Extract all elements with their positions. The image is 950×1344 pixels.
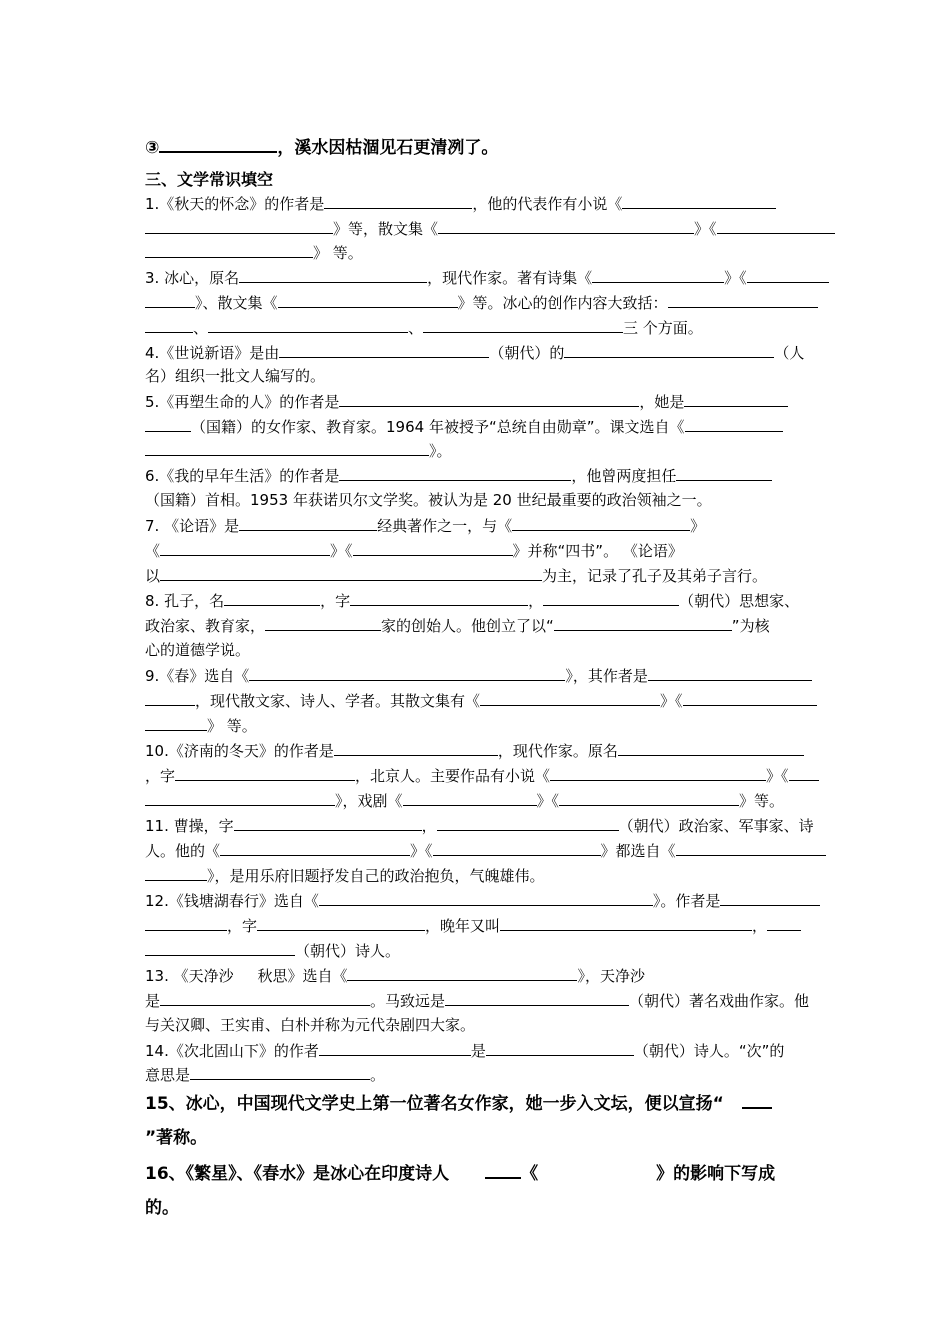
text: 。 (370, 1066, 386, 1084)
blank[interactable] (676, 840, 826, 856)
blank[interactable] (717, 218, 835, 234)
blank[interactable] (622, 193, 776, 209)
text: 16、《繁星》、《春水》是冰心在印度诗人 (145, 1164, 450, 1184)
text: ，字 (320, 592, 351, 610)
text: 》，其作者是 (565, 667, 648, 685)
blank[interactable] (742, 1092, 772, 1109)
text: 》的影响下写成 (656, 1164, 776, 1184)
q9-line-2 (145, 690, 817, 711)
text: 《 (145, 542, 161, 560)
blank[interactable] (485, 1162, 521, 1179)
blank[interactable] (747, 267, 829, 283)
q5-line-1 (145, 391, 788, 412)
blank[interactable] (265, 615, 381, 631)
text: 》 (690, 517, 706, 535)
blank[interactable] (403, 790, 537, 806)
q3-line-1 (145, 267, 829, 288)
blank[interactable] (684, 391, 788, 407)
q3-line-3 (145, 317, 703, 338)
blank[interactable] (145, 915, 227, 931)
q15-line-2: ”著称。 (145, 1128, 208, 1148)
q1-line-1 (145, 193, 776, 214)
blank[interactable] (208, 317, 408, 333)
text: 》《 (766, 767, 789, 785)
blank[interactable] (160, 990, 370, 1006)
blank[interactable] (550, 765, 766, 781)
line-1-text: ，溪水因枯涸见石更清冽了。 (277, 138, 499, 158)
blank[interactable] (160, 540, 330, 556)
q8-line-3: 心的道德学说。 (145, 641, 251, 659)
text: ，她是 (639, 393, 685, 411)
text: ， (528, 592, 544, 610)
text: 、 (408, 319, 424, 337)
text: 三 个方面。 (623, 319, 703, 337)
blank[interactable] (190, 1064, 370, 1080)
q11-line-1 (145, 815, 814, 836)
blank[interactable] (767, 915, 801, 931)
q9-line-1 (145, 665, 812, 686)
blank[interactable] (423, 317, 623, 333)
text: 》《 (330, 542, 353, 560)
q13-line-1 (145, 965, 645, 986)
section-heading: 三、文学常识填空 (145, 170, 274, 189)
blank[interactable] (145, 790, 335, 806)
text: （朝代）思想家、 (679, 592, 800, 610)
blank[interactable] (145, 440, 429, 456)
q7-line-2 (145, 540, 683, 561)
q5-line-3 (145, 440, 452, 461)
text: 意思是 (145, 1066, 191, 1084)
q12-line-1 (145, 890, 820, 911)
blank[interactable] (437, 815, 619, 831)
text: 9.《春》选自《 (145, 667, 250, 685)
text: 》并称“四书”。 《论语》 (512, 542, 683, 560)
q14-line-1 (145, 1040, 784, 1061)
text: 12.《钱塘湖春行》选自《 (145, 892, 319, 910)
text: ”为核 (731, 617, 770, 635)
text: ，现代散文家、诗人、学者。其散文集有《 (195, 692, 481, 710)
blank[interactable] (564, 342, 774, 358)
blank[interactable] (554, 615, 732, 631)
q12-line-2 (145, 915, 801, 936)
text: 政治家、教育家， (145, 617, 266, 635)
q11-line-2 (145, 840, 826, 861)
blank[interactable] (145, 690, 195, 706)
text: 家的创始人。他创立了以“ (381, 617, 554, 635)
blank[interactable] (676, 465, 772, 481)
q4-line-1 (145, 342, 804, 363)
q10-line-2 (145, 765, 819, 786)
text: 》等。冰心的创作内容大致括： (457, 294, 668, 312)
text: 7. 《论语》是 (145, 517, 240, 535)
blank[interactable] (486, 1040, 634, 1056)
blank[interactable] (234, 815, 422, 831)
text: ， (421, 817, 437, 835)
text: 》《 (410, 842, 433, 860)
text: 10.《济南的冬天》的作者是 (145, 742, 334, 760)
blank[interactable] (145, 292, 195, 308)
q13-line-3: 与关汉卿、王实甫、白朴并称为元代杂剧四大家。 (145, 1016, 476, 1034)
q10-line-1 (145, 740, 804, 761)
q16-line-1 (145, 1162, 775, 1184)
blank[interactable] (319, 1040, 471, 1056)
blank[interactable] (145, 317, 193, 333)
q11-line-3 (145, 865, 545, 886)
blank[interactable] (648, 665, 812, 681)
text: 》，是用乐府旧题抒发自己的政治抱负，气魄雄伟。 (207, 867, 545, 885)
text: 13. 《天净沙 秋思》选自《 (145, 967, 348, 985)
text: 为主，记录了孔子及其弟子言行。 (542, 567, 768, 585)
text: 经典著作之一，与《 (377, 517, 513, 535)
q6-line-1 (145, 465, 772, 486)
text: 5.《再塑生命的人》的作者是 (145, 393, 340, 411)
blank[interactable] (145, 416, 191, 432)
text: （人 (774, 344, 805, 362)
text: 15、冰心，中国现代文学史上第一位著名女作家，她一步入文坛，便以宣扬“ (145, 1094, 724, 1114)
text: ，字 (227, 917, 258, 935)
text: 》、散文集《 (195, 294, 278, 312)
blank[interactable] (353, 540, 513, 556)
blank[interactable] (500, 915, 752, 931)
blank[interactable] (592, 267, 724, 283)
blank[interactable] (543, 590, 679, 606)
text: 》都选自《 (600, 842, 676, 860)
blank[interactable] (279, 342, 489, 358)
blank[interactable] (334, 740, 498, 756)
text: 》等，散文集《 (333, 220, 439, 238)
blank[interactable] (683, 690, 817, 706)
blank[interactable] (145, 715, 207, 731)
text: 》《 (536, 792, 560, 810)
blank[interactable] (239, 515, 377, 531)
text: ，晚年又叫 (425, 917, 501, 935)
blank[interactable] (145, 865, 207, 881)
blank[interactable] (512, 515, 690, 531)
q7-line-1 (145, 515, 705, 536)
text: 》《 (724, 269, 747, 287)
q13-line-2 (145, 990, 809, 1011)
text: 、 (193, 319, 209, 337)
blank[interactable] (319, 890, 653, 906)
text: 》，戏剧《 (335, 792, 403, 810)
text: ，字 (145, 767, 176, 785)
blank[interactable] (347, 965, 577, 981)
text: 14.《次北固山下》的作者 (145, 1042, 319, 1060)
blank[interactable] (220, 840, 410, 856)
blank[interactable] (278, 292, 458, 308)
text: ， (752, 917, 768, 935)
text: （朝代）诗人。 (295, 942, 401, 960)
blank[interactable] (145, 242, 313, 258)
text: 人。他的《 (145, 842, 221, 860)
text: 以 (145, 567, 161, 585)
text: 》，天净沙 (577, 967, 645, 985)
circled-number-3: ③ (145, 138, 160, 158)
blank[interactable] (438, 218, 694, 234)
q4-line-2: 名）组织一批文人编写的。 (145, 367, 326, 385)
blank[interactable] (685, 416, 783, 432)
q7-line-3 (145, 565, 767, 586)
blank[interactable] (789, 765, 819, 781)
text: 6.《我的早年生活》的作者是 (145, 467, 340, 485)
blank[interactable] (339, 391, 639, 407)
q16-line-2: 的。 (145, 1198, 179, 1218)
text: ，他的代表作有小说《 (472, 195, 623, 213)
blank[interactable] (160, 565, 542, 581)
blank[interactable] (559, 790, 739, 806)
blank[interactable] (445, 990, 629, 1006)
text: （朝代）诗人。“次”的 (633, 1042, 785, 1060)
blank[interactable] (350, 590, 528, 606)
text: ，现代作家。原名 (497, 742, 618, 760)
text: 》 等。 (313, 244, 363, 262)
text: 《 (521, 1164, 539, 1184)
blank[interactable] (145, 940, 295, 956)
text: 是 (145, 992, 161, 1010)
text: （国籍）的女作家、教育家。1964 年被授予“总统自由勋章”。课文选自《 (191, 418, 685, 436)
text: 》《 (694, 220, 717, 238)
text: 。马致远是 (370, 992, 446, 1010)
blank[interactable] (159, 136, 277, 153)
q9-line-3 (145, 715, 257, 736)
text: 》。作者是 (652, 892, 721, 910)
text: 11. 曹操，字 (145, 817, 234, 835)
text: （朝代）政治家、军事家、诗 (618, 817, 814, 835)
blank[interactable] (324, 193, 472, 209)
blank[interactable] (480, 690, 660, 706)
text: ，他曾两度担任 (571, 467, 677, 485)
q1-line-2 (145, 218, 835, 239)
text: 》。 (429, 442, 452, 460)
blank[interactable] (239, 267, 427, 283)
text: 》《 (660, 692, 683, 710)
blank[interactable] (339, 465, 571, 481)
q15-line-1 (145, 1092, 772, 1114)
q3-line-2 (145, 292, 818, 313)
q8-line-1 (145, 590, 799, 611)
text: 》等。 (739, 792, 785, 810)
text: 8. 孔子，名 (145, 592, 225, 610)
text: （朝代）的 (489, 344, 565, 362)
text: ，北京人。主要作品有小说《 (355, 767, 551, 785)
text: ，现代作家。著有诗集《 (427, 269, 593, 287)
blank[interactable] (433, 840, 601, 856)
text: 》 等。 (207, 717, 257, 735)
text: 是 (470, 1042, 486, 1060)
blank[interactable] (720, 890, 820, 906)
text: 1.《秋天的怀念》的作者是 (145, 195, 325, 213)
text: 4.《世说新语》是由 (145, 344, 280, 362)
q6-line-2: （国籍）首相。1953 年获诺贝尔文学奖。被认为是 20 世纪最重要的政治领袖之一。 (145, 491, 712, 509)
blank[interactable] (249, 665, 565, 681)
blank[interactable] (618, 740, 804, 756)
blank[interactable] (175, 765, 355, 781)
text: （朝代）著名戏曲作家。他 (629, 992, 810, 1010)
line-1 (145, 136, 498, 158)
q1-line-3 (145, 242, 363, 263)
text: 3. 冰心，原名 (145, 269, 240, 287)
q8-line-2 (145, 615, 770, 636)
blank[interactable] (145, 218, 333, 234)
q10-line-3 (145, 790, 784, 811)
q14-line-2 (145, 1064, 385, 1085)
q12-line-3 (145, 940, 400, 961)
q5-line-2 (145, 416, 783, 437)
blank[interactable] (257, 915, 425, 931)
blank[interactable] (224, 590, 320, 606)
blank[interactable] (668, 292, 818, 308)
